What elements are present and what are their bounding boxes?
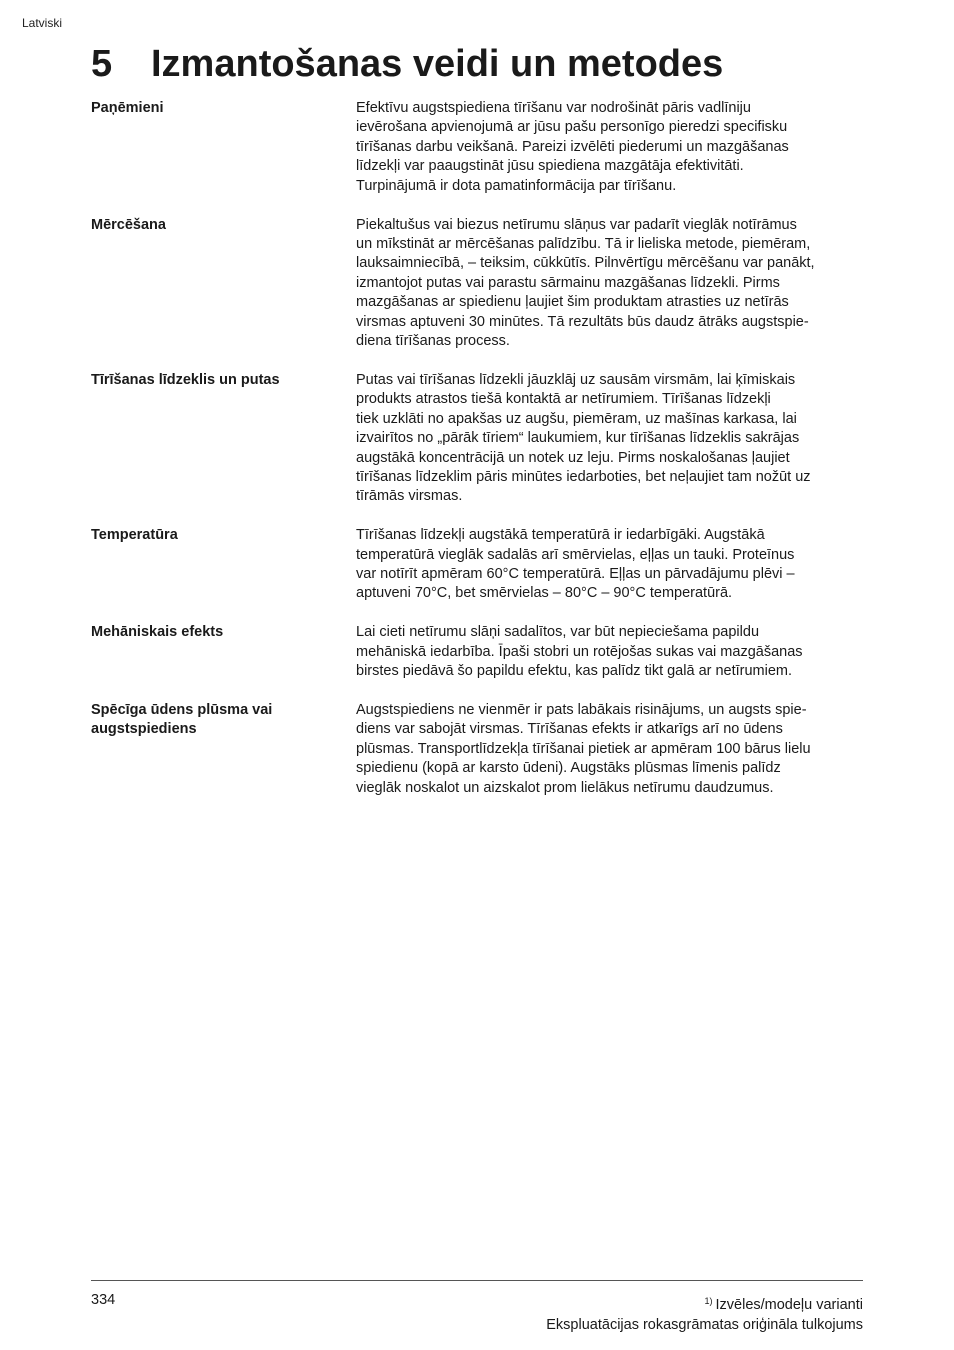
section-term-line: augstspiediens bbox=[91, 721, 197, 738]
section-description-line: vieglāk noskalot un aizskalot prom lielākus netīrumu daudzumus. bbox=[356, 779, 774, 796]
section-row bbox=[91, 526, 863, 604]
section-description bbox=[356, 216, 863, 352]
section-row bbox=[91, 371, 863, 507]
section-description-line: diens var sabojāt virsmas. Tīrīšanas efekts ir atkarīgs arī no ūdens bbox=[356, 721, 783, 738]
section-description-line: augstākā koncentrācijā un notek uz leju. Pirms noskalošanas ļaujiet bbox=[356, 449, 790, 466]
section-term bbox=[91, 99, 356, 196]
section-term-line: Spēcīga ūdens plūsma vai bbox=[91, 702, 273, 719]
document-note: Ekspluatācijas rokasgrāmatas oriģināla tulkojums bbox=[546, 1316, 863, 1333]
chapter-title: Izmantošanas veidi un metodes bbox=[151, 43, 724, 85]
section-term-line: Tīrīšanas līdzeklis un putas bbox=[91, 371, 280, 388]
section-row bbox=[91, 216, 863, 352]
section-description-line: Tīrīšanas līdzekļi augstākā temperatūrā ir iedarbīgāki. Augstākā bbox=[356, 527, 765, 544]
section-description bbox=[356, 623, 863, 681]
section-term-line: Mehāniskais efekts bbox=[91, 624, 224, 641]
section-term bbox=[91, 623, 356, 681]
section-row bbox=[91, 701, 863, 798]
section-term bbox=[91, 216, 356, 352]
section-description-line: var notīrīt apmēram 60°C temperatūrā. Eļļas un pārvadājumu plēvi – bbox=[356, 566, 795, 583]
section-row bbox=[91, 99, 863, 196]
section-description-line: Efektīvu augstspiediena tīrīšanu var nodrošināt pāris vadlīniju bbox=[356, 100, 751, 116]
chapter-number: 5 bbox=[91, 43, 113, 85]
section-term bbox=[91, 526, 356, 604]
section-description-line: spiedienu (kopā ar karsto ūdeni). Augstāks plūsmas līmenis palīdz bbox=[356, 760, 781, 777]
section-description-line: lauksaimniecībā, – teiksim, cūkkūtīs. Pilnvērtīgu mērcēšanu var panākt, bbox=[356, 255, 815, 272]
section-description-line: diena tīrīšanas process. bbox=[356, 332, 510, 349]
section-description-line: virsmas aptuveni 30 minūtes. Tā rezultāts būs daudz ātrāks augstspie- bbox=[356, 313, 809, 330]
section-description-line: mehāniskā iedarbība. Īpaši stobri un rotējošas sukas vai mazgāšanas bbox=[356, 643, 803, 660]
section-description-line: ievērošana apvienojumā ar jūsu pašu personīgo pieredzi specifisku bbox=[356, 119, 788, 136]
section-description-line: tīrīšanas darbu veikšanā. Pareizi izvēlēti piederumi un mazgāšanas bbox=[356, 138, 789, 155]
section-description-line: produkts atrastos tiešā kontaktā ar netīrumiem. Tīrīšanas līdzekļi bbox=[356, 391, 771, 408]
section-description-line: tīrāmās virsmas. bbox=[356, 488, 463, 505]
footnote-text: Izvēles/modeļu varianti bbox=[715, 1297, 863, 1313]
sections-list bbox=[91, 99, 863, 818]
section-description-line: Lai cieti netīrumu slāņi sadalītos, var būt nepieciešama papildu bbox=[356, 624, 760, 641]
footnote-line bbox=[546, 1292, 863, 1316]
chapter-heading bbox=[91, 40, 723, 88]
section-description-line: Putas vai tīrīšanas līdzekli jāuzklāj uz sausām virsmām, lai ķīmiskais bbox=[356, 371, 796, 388]
section-description-line: līdzekļi var paaugstināt jūsu spiediena mazgātāja efektivitāti. bbox=[356, 158, 744, 175]
footer-divider bbox=[91, 1280, 863, 1281]
section-description-line: tiek uzklāti no apakšas uz augšu, piemēram, uz mašīnas karkasa, lai bbox=[356, 410, 797, 427]
section-term-line: Temperatūra bbox=[91, 527, 178, 544]
section-description-line: plūsmas. Transportlīdzekļa tīrīšanai pietiek ar apmēram 100 bārus lielu bbox=[356, 740, 811, 757]
section-description-line: Augstspiediens ne vienmēr ir pats labākais risinājums, un augsts spie- bbox=[356, 702, 807, 719]
section-description bbox=[356, 526, 863, 604]
footnote-marker: 1) bbox=[704, 1296, 713, 1306]
section-description-line: tīrīšanas līdzeklim pāris minūtes iedarboties, bet neļaujiet tam nožūt uz bbox=[356, 468, 811, 485]
section-term-line: Mērcēšana bbox=[91, 216, 166, 233]
footer-notes bbox=[546, 1292, 863, 1335]
section-description-line: izmantojot putas vai parastu sārmainu mazgāšanas līdzekli. Pirms bbox=[356, 274, 780, 291]
section-description-line: izvairītos no „pārāk tīriem“ laukumiem, kur tīrīšanas līdzeklis sakrājas bbox=[356, 430, 800, 447]
section-description bbox=[356, 701, 863, 798]
section-description-line: un mīkstināt ar mērcēšanas palīdzību. Tā ir lieliska metode, piemēram, bbox=[356, 235, 811, 252]
section-description-line: aptuveni 70°C, bet smērvielas – 80°C – 90°C temperatūrā. bbox=[356, 585, 733, 602]
section-description-line: mazgāšanas ar spiedienu ļaujiet šim produktam atrasties uz netīrās bbox=[356, 294, 789, 311]
language-label: Latviski bbox=[22, 16, 63, 30]
section-description-line: Turpinājumā ir dota pamatinformācija par tīrīšanu. bbox=[356, 177, 677, 194]
section-term-line: Paņēmieni bbox=[91, 100, 164, 116]
section-row bbox=[91, 623, 863, 681]
page-number: 334 bbox=[91, 1292, 116, 1308]
section-description bbox=[356, 371, 863, 507]
section-description-line: temperatūrā vieglāk sadalās arī smērvielas, eļļas un tauki. Proteīnus bbox=[356, 546, 795, 563]
section-description-line: Piekaltušus vai biezus netīrumu slāņus var padarīt vieglāk notīrāmus bbox=[356, 216, 797, 233]
section-term bbox=[91, 371, 356, 507]
section-description bbox=[356, 99, 863, 196]
section-term bbox=[91, 701, 356, 798]
section-description-line: birstes piedāvā šo papildu efektu, kas palīdz tikt galā ar netīrumiem. bbox=[356, 663, 793, 680]
